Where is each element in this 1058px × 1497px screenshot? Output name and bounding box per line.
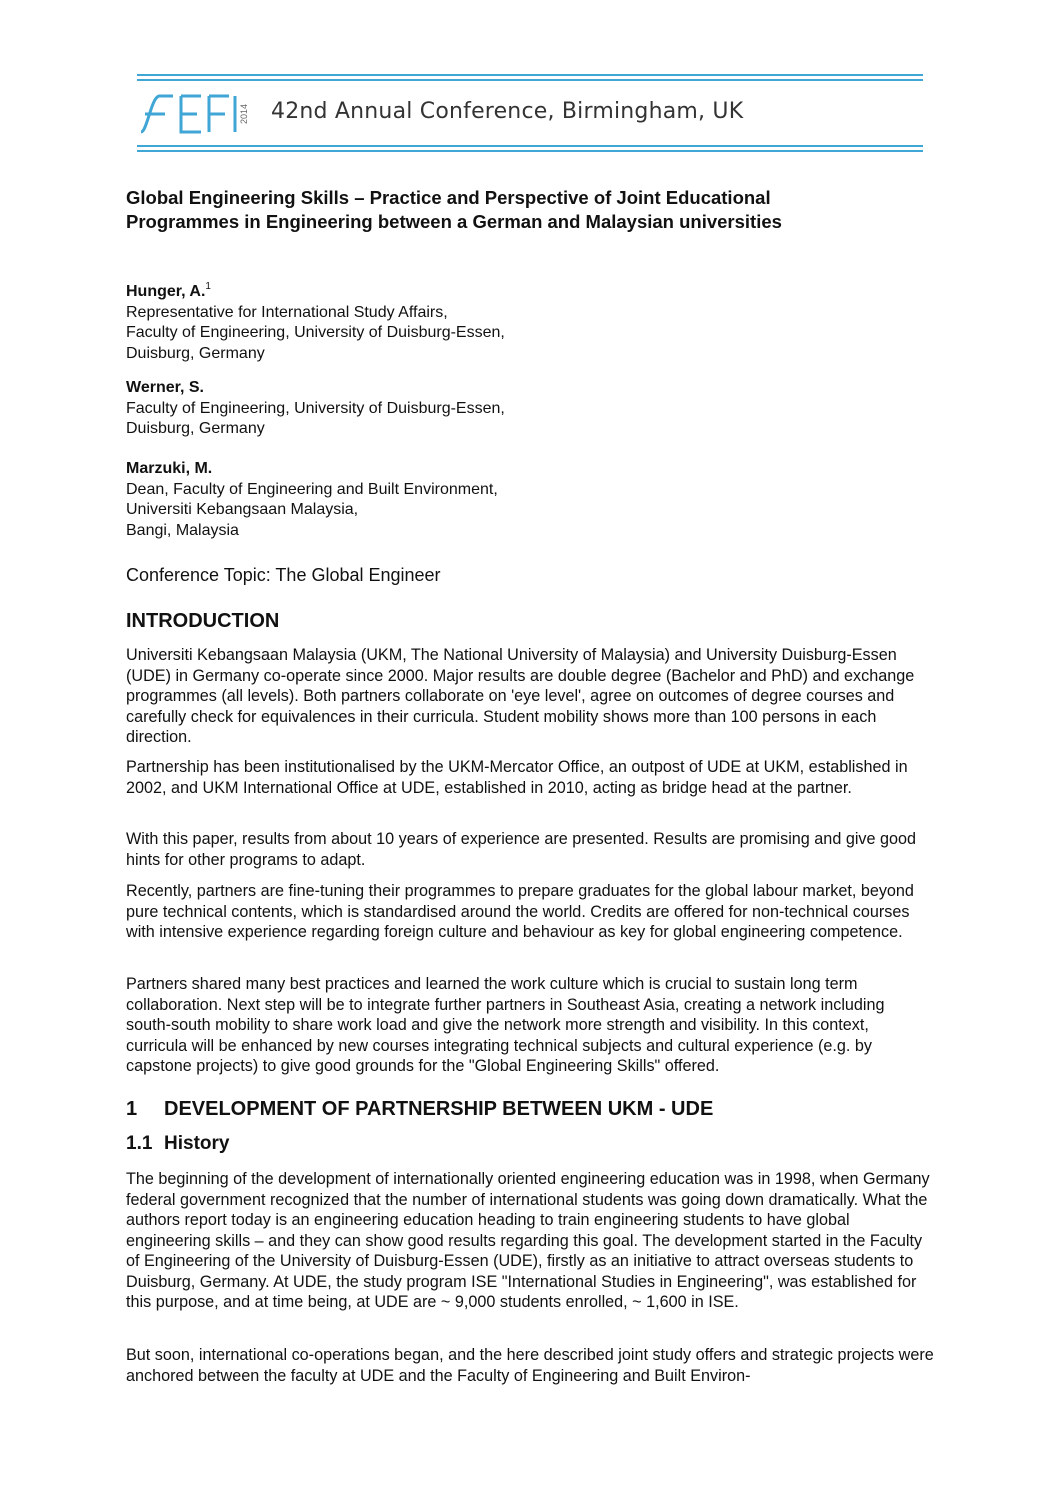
history-paragraph-2: But soon, international co-operations began, and the here described joint study offers and strategic projects were anchored between the faculty at UDE and the Faculty of Engineering and Built Environ-	[126, 1346, 934, 1385]
affiliation-line: Faculty of Engineering, University of Duisburg-Essen,	[126, 324, 505, 341]
section-number: 1	[126, 1098, 138, 1120]
author-name: Werner, S.	[126, 379, 204, 396]
intro-paragraph-1: Universiti Kebangsaan Malaysia (UKM, The National University of Malaysia) and University Duisburg-Essen (UDE) in Germany co-operate since 2000. Major results are double degree (Bachelor and PhD) and exchange programmes (all levels). Both partners collaborate on 'eye level', agree on outcomes of degree courses and carefully check for equivalences in their curricula. Student mobility shows more than 100 persons in each direction.	[126, 646, 915, 746]
section-number: 1.1	[126, 1133, 153, 1154]
paper-title	[126, 186, 936, 234]
sefi-logo-icon	[137, 92, 257, 136]
section-1-1-heading	[126, 1133, 229, 1155]
header-rule-bottom-1	[137, 145, 923, 147]
affiliation-line: Faculty of Engineering, University of Duisburg-Essen,	[126, 399, 505, 417]
sefi-logo-year: 2014	[239, 103, 249, 125]
conference-topic: Conference Topic: The Global Engineer	[126, 565, 441, 585]
affiliation-line: Duisburg, Germany	[126, 344, 265, 362]
introduction-heading: INTRODUCTION	[126, 610, 280, 632]
title-line-2: Programmes in Engineering between a German and Malaysian universities	[126, 211, 782, 232]
author-name: Marzuki, M.	[126, 460, 213, 477]
author-block-3	[126, 459, 926, 541]
author-block-1	[126, 277, 926, 364]
author-name: Hunger, A.	[126, 283, 206, 300]
intro-paragraph-5: Partners shared many best practices and learned the work culture which is crucial to sustain long term collaboration. Next step will be to integrate further partners in Southeast Asia, creating a network including south-south mobility to share work load and give the network more strength and visibility. In this context, curricula will be enhanced by new courses integrating technical subjects and cultural experience (e.g. by capstone projects) to give good grounds for the "Global Engineering Skills" offered.	[126, 975, 885, 1075]
affiliation-line: Dean, Faculty of Engineering and Built Environment,	[126, 480, 498, 498]
affiliation-line: Representative for International Study Affairs,	[126, 303, 448, 321]
author-footnote-mark: 1	[205, 281, 211, 292]
intro-paragraph-2: Partnership has been institutionalised by the UKM-Mercator Office, an outpost of UDE at UKM, established in 2002, and UKM International Office at UDE, established in 2010, acting as bridge head at the partner.	[126, 758, 908, 797]
intro-paragraph-4: Recently, partners are fine-tuning their programmes to prepare graduates for the global labour market, beyond pure technical contents, which is standardised around the world. Credits are offered for non-technical courses with intensive experience regarding foreign culture and behaviour as key for global engineering competence.	[126, 882, 914, 941]
affiliation-line: Bangi, Malaysia	[126, 521, 239, 539]
affiliation-line: Universiti Kebangsaan Malaysia,	[126, 501, 359, 518]
history-paragraph-1: The beginning of the development of internationally oriented engineering education was in 1998, when Germany federal government recognized that the number of international students was going down dramatically. What the authors report today is an engineering education heading to train engineering students to have global engineering skills – and they can show good results regarding this goal. The development started in the Faculty of Engineering of the University of Duisburg-Essen (UDE), firstly as an initiative to attract overseas students to Duisburg, Germany. At UDE, the study program ISE "International Studies in Engineering", was established for this purpose, and at time being, at UDE are ~ 9,000 students enrolled, ~ 1,600 in ISE.	[126, 1170, 930, 1311]
header-rule-top-2	[137, 79, 923, 81]
section-title: History	[164, 1133, 230, 1154]
author-block-2	[126, 378, 926, 440]
section-title: DEVELOPMENT OF PARTNERSHIP BETWEEN UKM - UDE	[164, 1098, 714, 1120]
title-line-1: Global Engineering Skills – Practice and Perspective of Joint Educational	[126, 187, 771, 208]
conference-name: 42nd Annual Conference, Birmingham, UK	[271, 99, 744, 124]
section-1-heading	[126, 1098, 713, 1121]
header-rule-top-1	[137, 74, 923, 76]
affiliation-line: Duisburg, Germany	[126, 420, 265, 437]
header-rule-bottom-2	[137, 150, 923, 152]
intro-paragraph-3: With this paper, results from about 10 years of experience are presented. Results are promising and give good hints for other programs to adapt.	[126, 830, 917, 869]
